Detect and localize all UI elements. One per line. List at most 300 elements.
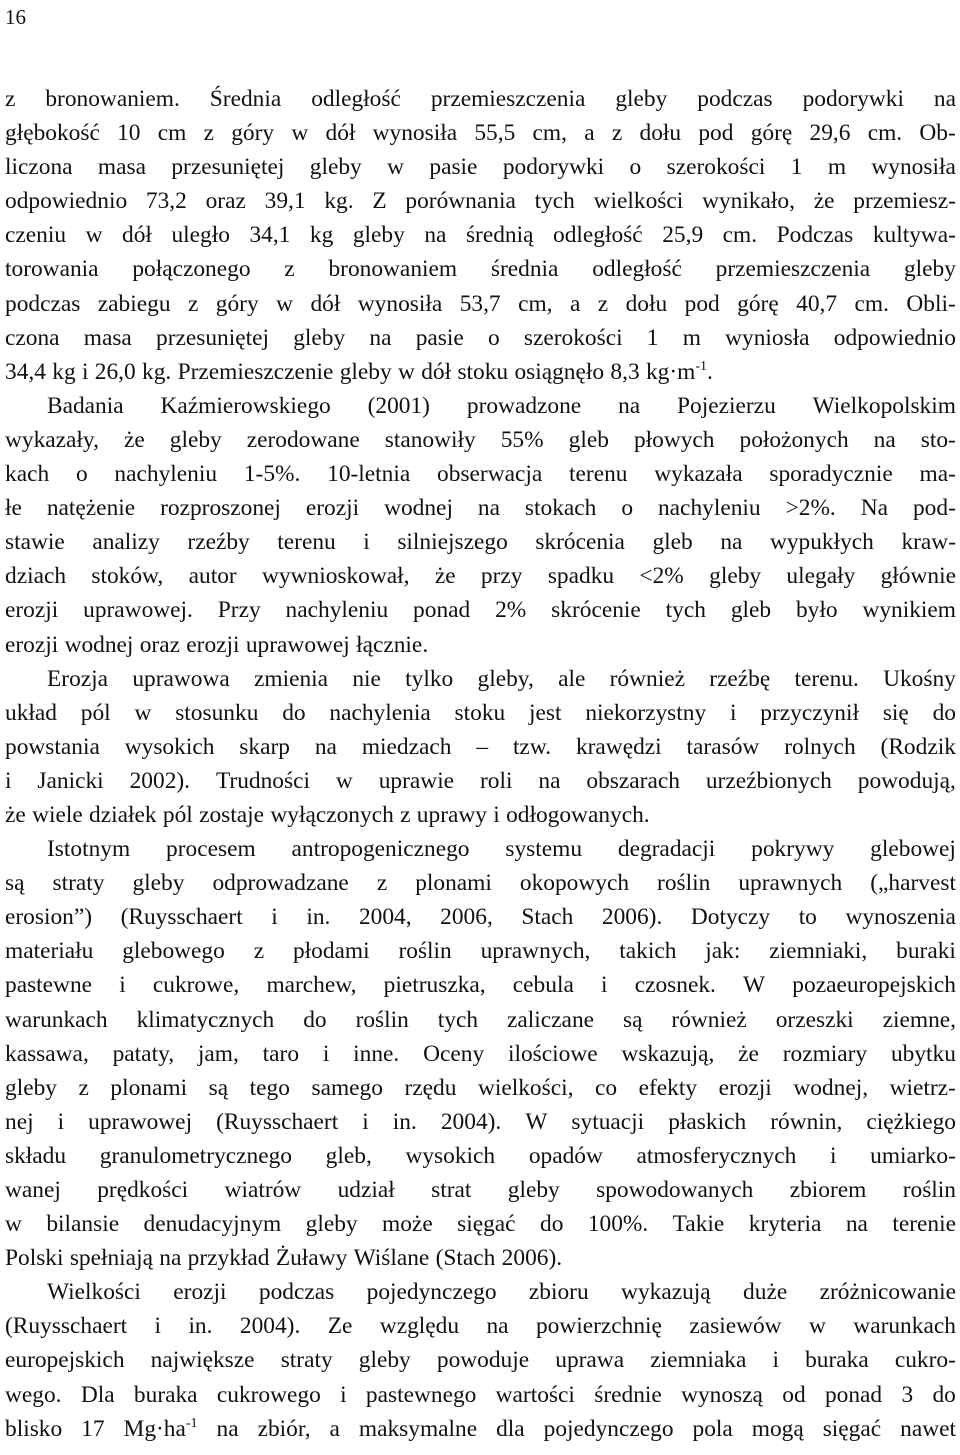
word: liczona: [5, 154, 73, 181]
word: wynikiem: [862, 597, 956, 624]
word: wynoszenia: [845, 904, 956, 931]
word: silniejszego: [397, 529, 508, 556]
word: dół: [325, 120, 356, 147]
text-line: [5, 287, 956, 321]
text-line: [5, 934, 956, 968]
word: jam,: [197, 1040, 239, 1067]
word: gleby: [169, 426, 222, 453]
word: 34,1: [249, 222, 291, 249]
word: cm: [157, 120, 187, 147]
word: i: [5, 767, 12, 794]
word: m: [682, 324, 701, 351]
word: 1: [646, 324, 659, 351]
word: zasiewów: [689, 1313, 782, 1340]
word: gleby: [358, 1347, 411, 1374]
word: natężenie: [46, 495, 136, 522]
text-line: [5, 389, 956, 423]
word: w: [276, 290, 294, 317]
word: stanowiły: [384, 426, 476, 453]
word: z: [253, 938, 265, 965]
word: są: [622, 1006, 643, 1033]
word: dołu: [625, 290, 668, 317]
word: wysokich: [124, 733, 215, 760]
word: udział: [337, 1177, 395, 1203]
word: terenu: [277, 529, 336, 556]
word: straty: [52, 870, 105, 897]
word: pod: [698, 120, 734, 147]
word: atmosferycznych: [636, 1142, 797, 1169]
word: erozji: [305, 495, 360, 522]
word: 2002).: [129, 767, 191, 794]
word: wynoszą: [681, 1381, 763, 1408]
word: roli: [480, 767, 513, 794]
word: Podczas: [776, 222, 854, 249]
text-line: [5, 1412, 956, 1446]
word: wywnioskował,: [262, 563, 410, 590]
text-line: [5, 832, 956, 866]
word: rozmiary: [782, 1040, 868, 1067]
word: ma-: [919, 461, 956, 488]
word: wielkości: [593, 188, 684, 215]
word: 73,2: [145, 188, 187, 215]
word: 2006,: [440, 904, 493, 931]
word: pod-: [912, 495, 956, 522]
word: >2%.: [785, 495, 836, 522]
word: stawie: [5, 529, 65, 556]
word: przemieszczenia: [715, 256, 871, 283]
word: podczas: [258, 1279, 335, 1306]
word: autor: [188, 563, 237, 590]
word: 10: [117, 120, 141, 147]
word: z: [284, 256, 295, 283]
word: samego: [311, 1074, 383, 1101]
word: tego: [249, 1074, 290, 1101]
word: stoków,: [91, 563, 164, 590]
word: osiągnęło: [514, 358, 605, 385]
word: podorywki: [502, 154, 605, 181]
word: i: [340, 1381, 347, 1408]
word: jak:: [705, 938, 741, 965]
word: wynosiła: [372, 120, 458, 147]
word: w: [387, 154, 404, 181]
word: Kaźmierowskiego: [160, 392, 331, 419]
word: Oceny: [423, 1040, 485, 1067]
word: taro: [262, 1040, 300, 1067]
text-line: [5, 662, 956, 696]
word: o: [487, 324, 500, 351]
word: –: [476, 733, 489, 760]
text-line: [5, 184, 956, 218]
text-line: [5, 968, 956, 1002]
word: stoku: [454, 699, 506, 726]
word: co: [594, 1074, 618, 1101]
word: Żuławy: [275, 1245, 348, 1272]
word: również: [609, 665, 685, 692]
superscript: -1: [185, 1415, 198, 1431]
text-line: [5, 82, 956, 116]
word: prędkości: [97, 1177, 189, 1203]
word: się: [882, 699, 909, 726]
word: (Ruysschaert: [120, 904, 243, 931]
text-line: [5, 764, 956, 798]
word: powierzchnię: [535, 1313, 662, 1340]
word: plonami: [415, 870, 492, 897]
word: są: [5, 870, 25, 897]
word: glebowego: [122, 938, 225, 965]
word: kg: [52, 358, 76, 385]
word: również: [671, 1006, 747, 1033]
word: z: [400, 801, 411, 828]
word: i: [601, 972, 608, 999]
word: mogą: [751, 1415, 804, 1442]
word: 2%: [495, 597, 527, 624]
word: skrócenie: [551, 597, 641, 624]
word: (Rodzik: [880, 733, 956, 760]
word: uprawowej: [88, 1108, 193, 1135]
word: uległo: [171, 222, 230, 249]
word: tych: [437, 1006, 479, 1033]
word: dołu: [639, 120, 682, 147]
word: z: [611, 120, 623, 147]
text-line: [5, 1241, 956, 1275]
word: urzeźbionych: [705, 767, 832, 794]
word: materiału: [5, 938, 94, 965]
word: pokrywy: [751, 836, 835, 863]
word: cm,: [532, 120, 567, 147]
word: gleby,: [477, 665, 534, 692]
word: procesem: [166, 836, 256, 863]
word: 29,6: [809, 120, 851, 147]
word: strat: [431, 1177, 472, 1203]
word: ziemniaka: [650, 1347, 747, 1374]
word: w: [398, 358, 415, 385]
word: miedzach: [361, 733, 452, 760]
word: masa: [83, 324, 132, 351]
word: przemiesz-: [853, 188, 956, 215]
word: w: [335, 767, 353, 794]
word: z: [187, 290, 199, 317]
word: i: [363, 529, 370, 556]
word: przemieszczenia: [430, 86, 586, 112]
word: in.: [306, 904, 331, 931]
word: położonych: [739, 426, 849, 453]
word: wodnej: [64, 631, 134, 658]
word: sporadycznie: [769, 461, 893, 488]
superscript: -1: [695, 358, 708, 374]
word: Ze: [327, 1313, 353, 1340]
word: denudacyjnym: [143, 1211, 282, 1238]
word: nachyleniu: [114, 461, 218, 488]
text-line: [5, 355, 956, 389]
word: szerokości: [523, 324, 623, 351]
word: terenu: [569, 461, 628, 488]
word: nie: [352, 665, 381, 692]
word: pozaeuropejskich: [792, 972, 956, 999]
text-line: [5, 1207, 956, 1241]
word: cm,: [518, 290, 553, 317]
word: gleby: [305, 1211, 358, 1238]
word: na: [538, 767, 561, 794]
text-line: [5, 900, 956, 934]
document-text-body: [5, 82, 956, 1446]
text-line: [5, 1105, 956, 1139]
word: uprawie: [378, 767, 455, 794]
word: odłogowanych.: [506, 801, 650, 828]
word: sytuacji: [571, 1108, 645, 1135]
word: gleby: [903, 256, 956, 283]
text-line: [5, 696, 956, 730]
word: buraka: [805, 1347, 869, 1374]
word: łe: [5, 495, 22, 522]
word: na: [159, 1245, 182, 1272]
text-line: [5, 1275, 956, 1309]
word: i: [154, 1313, 162, 1340]
word: do: [303, 1006, 327, 1033]
word: tarasów: [686, 733, 760, 760]
word: 8,3: [610, 358, 640, 385]
word: 55,5: [474, 120, 516, 147]
word: cm.: [867, 120, 903, 147]
word: działek: [89, 801, 157, 828]
word: na: [424, 222, 447, 249]
word: uprawowej.: [83, 597, 193, 624]
word: obszarach: [586, 767, 680, 794]
word: i: [772, 1347, 779, 1374]
word: w: [134, 699, 152, 726]
word: to: [798, 904, 817, 931]
word: sięgać: [822, 1415, 882, 1442]
word: (2001): [367, 392, 430, 419]
text-line: [5, 1378, 956, 1412]
word: Wiślane: [353, 1245, 430, 1272]
word: średnie: [594, 1381, 662, 1408]
word: gleb: [730, 597, 772, 624]
text-line: [5, 218, 956, 252]
word: erozji: [5, 597, 59, 624]
word: wypukłych: [769, 529, 874, 556]
word: tych: [665, 597, 706, 624]
word: powoduje: [436, 1347, 530, 1374]
word: z: [78, 1074, 89, 1101]
word: kg: [309, 222, 334, 249]
word: spowodowanych: [596, 1177, 754, 1203]
word: pojedynczego: [543, 1415, 674, 1442]
word: masa: [97, 154, 146, 181]
text-line: [5, 1343, 956, 1377]
word: gleby: [309, 154, 362, 181]
word: uprawy: [416, 801, 487, 828]
word: wykazały,: [5, 426, 99, 453]
text-line: [5, 593, 956, 627]
word: czosnek.: [634, 972, 716, 999]
word: szerokości: [666, 154, 766, 181]
word: pastewnego: [365, 1381, 477, 1408]
word: zbiorem: [789, 1177, 867, 1203]
word: Wielkości: [47, 1279, 141, 1306]
word: Erozja: [47, 665, 109, 692]
text-line: [5, 1173, 956, 1207]
word: 17: [81, 1415, 105, 1442]
word: wartości: [495, 1381, 575, 1408]
word: terenu.: [794, 665, 859, 692]
word: płowych: [633, 426, 715, 453]
word: z: [203, 120, 214, 147]
word: na: [216, 1415, 239, 1442]
word: ziemniaki,: [769, 938, 868, 965]
text-line: [5, 866, 956, 900]
word: pola: [692, 1415, 733, 1442]
word: ciężkiego: [866, 1108, 956, 1135]
word: 10-letnia: [327, 461, 411, 488]
word: oraz: [205, 188, 246, 215]
word: niekorzystny: [585, 699, 707, 726]
word: 2006).: [601, 904, 663, 931]
word: ziemne,: [882, 1006, 956, 1033]
word: uprawowej: [245, 631, 350, 658]
word: na: [618, 392, 641, 419]
word: pastewne: [5, 972, 93, 999]
word: gleby: [709, 563, 762, 590]
word: roślin: [902, 1177, 956, 1203]
word: kassawa,: [5, 1040, 89, 1067]
word: kg.: [324, 188, 354, 215]
word: roślin: [657, 870, 711, 897]
text-line: [5, 730, 956, 764]
word: in.: [188, 1313, 213, 1340]
word: przy: [480, 563, 523, 590]
word: kraw-: [901, 529, 956, 556]
word: 40,7: [796, 290, 838, 317]
word: przesuniętej: [171, 154, 285, 181]
word: łącznie.: [356, 631, 429, 658]
word: Średnia: [209, 86, 282, 112]
word: i: [81, 358, 89, 385]
word: ulegały: [786, 563, 856, 590]
word: 2004).: [440, 1108, 502, 1135]
word: odpowiednio: [833, 324, 956, 351]
word: składu: [5, 1142, 67, 1169]
word: wyłączonych: [270, 801, 394, 828]
word: głównie: [880, 563, 956, 590]
word: gleby: [293, 324, 346, 351]
word: analizy: [92, 529, 160, 556]
word: torowania: [5, 256, 99, 283]
word: na: [933, 86, 956, 112]
word: w: [85, 222, 103, 249]
word: gleby: [352, 222, 405, 249]
word: glebowej: [870, 836, 956, 863]
word: cm.: [854, 290, 889, 317]
word: kryteria: [748, 1211, 822, 1238]
word: degradacji: [617, 836, 716, 863]
word: porównania: [405, 188, 516, 215]
text-line: [5, 457, 956, 491]
word: z: [597, 290, 609, 317]
word: Dotyczy: [690, 904, 771, 931]
word: i: [493, 801, 500, 828]
word: europejskich: [5, 1347, 125, 1374]
word: rolnych: [784, 733, 856, 760]
word: odległość: [311, 86, 401, 112]
word: (Ruysschaert: [216, 1108, 339, 1135]
word: pasie: [429, 154, 478, 181]
word: może: [382, 1211, 433, 1238]
word: (Stach: [435, 1245, 496, 1272]
word: do: [540, 1211, 564, 1238]
word: inne.: [353, 1040, 400, 1067]
word: pasie: [415, 324, 464, 351]
word: i: [119, 972, 126, 999]
word: z: [376, 870, 388, 897]
word: i: [57, 1108, 65, 1135]
word: pataty,: [112, 1040, 175, 1067]
word: Ob-: [919, 120, 956, 147]
text-line: [5, 1139, 956, 1173]
word: sięgać: [457, 1211, 516, 1238]
word: cm.: [722, 222, 758, 249]
word: $Mg\cdot ha^{-1}$: [123, 1415, 198, 1442]
text-line: [5, 1309, 956, 1343]
word: roślin: [355, 1006, 409, 1033]
word: marchew,: [266, 972, 357, 999]
word: o: [629, 154, 642, 181]
word: 2004).: [239, 1313, 301, 1340]
word: klimatycznych: [136, 1006, 275, 1033]
word: wykazują: [621, 1279, 711, 1306]
word: warunkach: [853, 1313, 956, 1340]
word: bronowaniem: [328, 256, 458, 283]
word: odległość: [553, 222, 643, 249]
word: maksymalne: [358, 1415, 478, 1442]
word: ilościowe: [507, 1040, 598, 1067]
word: na: [369, 324, 392, 351]
word: in.: [392, 1108, 417, 1135]
word: erozji: [5, 631, 59, 658]
word: płaskich: [668, 1108, 747, 1135]
word: gleb: [652, 529, 693, 556]
word: spełniają: [69, 1245, 153, 1272]
word: stokach: [524, 495, 597, 522]
word: okopowych: [519, 870, 630, 897]
word: rzędu: [404, 1074, 457, 1101]
word: ubytku: [890, 1040, 956, 1067]
word: pietruszka,: [383, 972, 486, 999]
word: wiatrów: [224, 1177, 302, 1203]
word: odległość: [592, 256, 682, 283]
word: wielkości,: [477, 1074, 574, 1101]
text-line: [5, 150, 956, 184]
word: w: [291, 120, 309, 147]
word: skrócenia: [535, 529, 625, 556]
word: że: [123, 426, 145, 453]
word: m: [827, 154, 847, 181]
text-line: [5, 423, 956, 457]
word: 2004,: [358, 904, 412, 931]
word: opadów: [528, 1142, 603, 1169]
word: uprawa: [555, 1347, 625, 1374]
word: erosion”): [5, 904, 93, 931]
word: zabiegu: [97, 290, 171, 317]
word: erozji: [173, 1279, 227, 1306]
word: 34,4: [5, 358, 46, 385]
word: dziach: [5, 563, 67, 590]
word: kach: [5, 461, 50, 488]
word: na: [486, 1313, 509, 1340]
word: bronowaniem.: [45, 86, 180, 112]
word: rozproszonej: [160, 495, 281, 522]
word: do: [282, 699, 306, 726]
text-line: [5, 321, 956, 355]
